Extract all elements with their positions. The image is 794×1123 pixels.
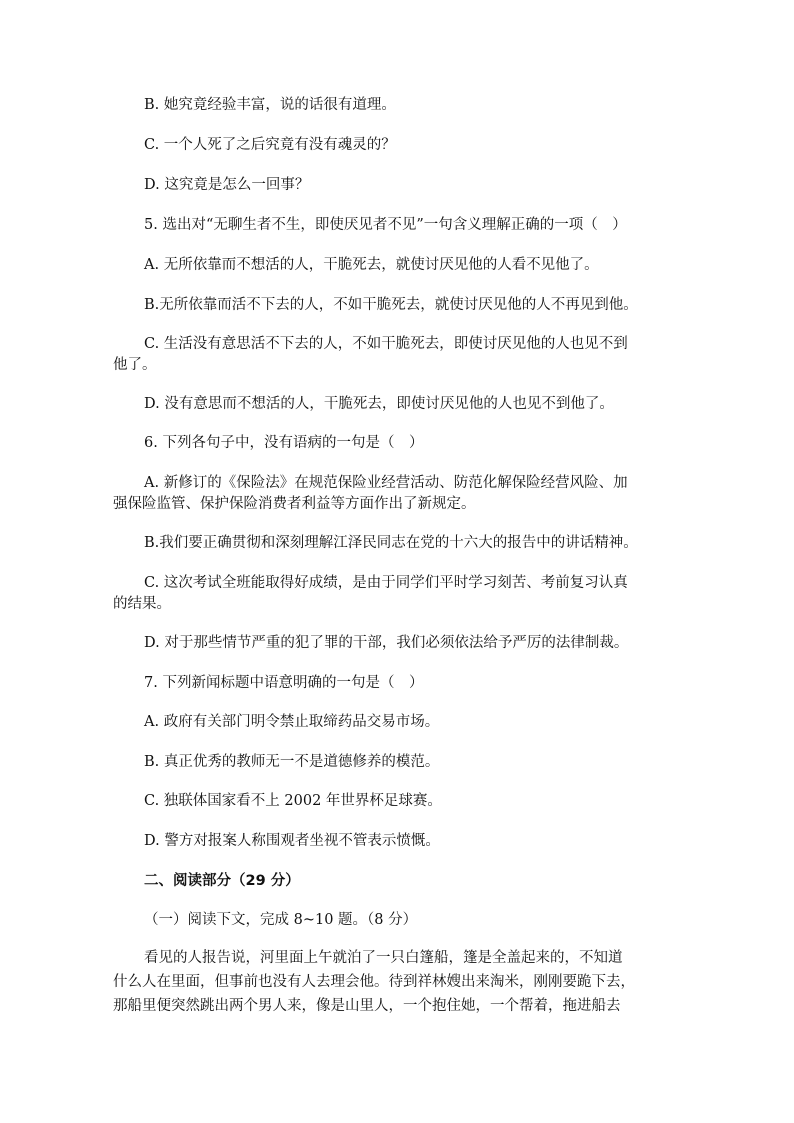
- q7-option-c: C. 独联体国家看不上 2002 年世界杯足球赛。: [144, 793, 442, 809]
- passage-line: 那船里便突然跳出两个男人来，像是山里人，一个抱住她，一个帮着，拖进船去: [113, 998, 621, 1014]
- q6-option-a-line2: 强保险监管、保护保险消费者利益等方面作出了新规定。: [113, 496, 476, 512]
- q6-option-a-line1: A. 新修订的《保险法》在规范保险业经营活动、防范化解保险经营风险、加: [144, 475, 628, 491]
- q5-option-c-line2: 他了。: [113, 357, 157, 373]
- reading-instruction: （一）阅读下文，完成 8~10 题。（8 分）: [144, 912, 418, 928]
- section-heading: 二、阅读部分（29 分）: [144, 873, 300, 889]
- q5-option-c-line1: C. 生活没有意思活不下去的人，不如干脆死去，即使讨厌见他的人也见不到: [144, 336, 628, 352]
- q6-stem: 6. 下列各句子中，没有语病的一句是（ ）: [144, 435, 424, 451]
- q5-option-a: A. 无所依靠而不想活的人，干脆死去，就使讨厌见他的人看不见他了。: [144, 257, 599, 273]
- q6-option-c-line2: 的结果。: [113, 596, 171, 612]
- q7-option-a: A. 政府有关部门明令禁止取缔药品交易市场。: [144, 714, 440, 730]
- passage-line: 看见的人报告说，河里面上午就泊了一只白篷船，篷是全盖起来的，不知道: [144, 950, 623, 966]
- q7-stem: 7. 下列新闻标题中语意明确的一句是（ ）: [144, 675, 424, 691]
- q4-option-b: B. 她究竟经验丰富，说的话很有道理。: [144, 97, 396, 113]
- q5-option-d: D. 没有意思而不想活的人，干脆死去，即使讨厌见他的人也见不到他了。: [144, 396, 614, 412]
- q4-option-c: C. 一个人死了之后究竟有没有魂灵的？: [144, 137, 396, 153]
- passage-line: 什么人在里面，但事前也没有人去理会他。待到祥林嫂出来淘米，刚刚要跪下去，: [113, 974, 635, 990]
- q7-option-d: D. 警方对报案人称围观者坐视不管表示愤慨。: [144, 833, 440, 849]
- q4-option-d: D. 这究竟是怎么一回事？: [144, 177, 310, 193]
- q6-option-b: B.我们要正确贯彻和深刻理解江泽民同志在党的十六大的报告中的讲话精神。: [144, 535, 638, 551]
- q5-option-b: B.无所依靠而活不下去的人，不如干脆死去，就使讨厌见他的人不再见到他。: [144, 297, 638, 313]
- q7-option-b: B. 真正优秀的教师无一不是道德修养的模范。: [144, 754, 440, 770]
- q6-option-c-line1: C. 这次考试全班能取得好成绩，是由于同学们平时学习刻苦、考前复习认真: [144, 575, 628, 591]
- q6-option-d: D. 对于那些情节严重的犯了罪的干部，我们必须依法给予严厉的法律制裁。: [144, 635, 629, 651]
- q5-stem: 5. 选出对“无聊生者不生，即使厌见者不见”一句含义理解正确的一项（ ）: [144, 217, 627, 233]
